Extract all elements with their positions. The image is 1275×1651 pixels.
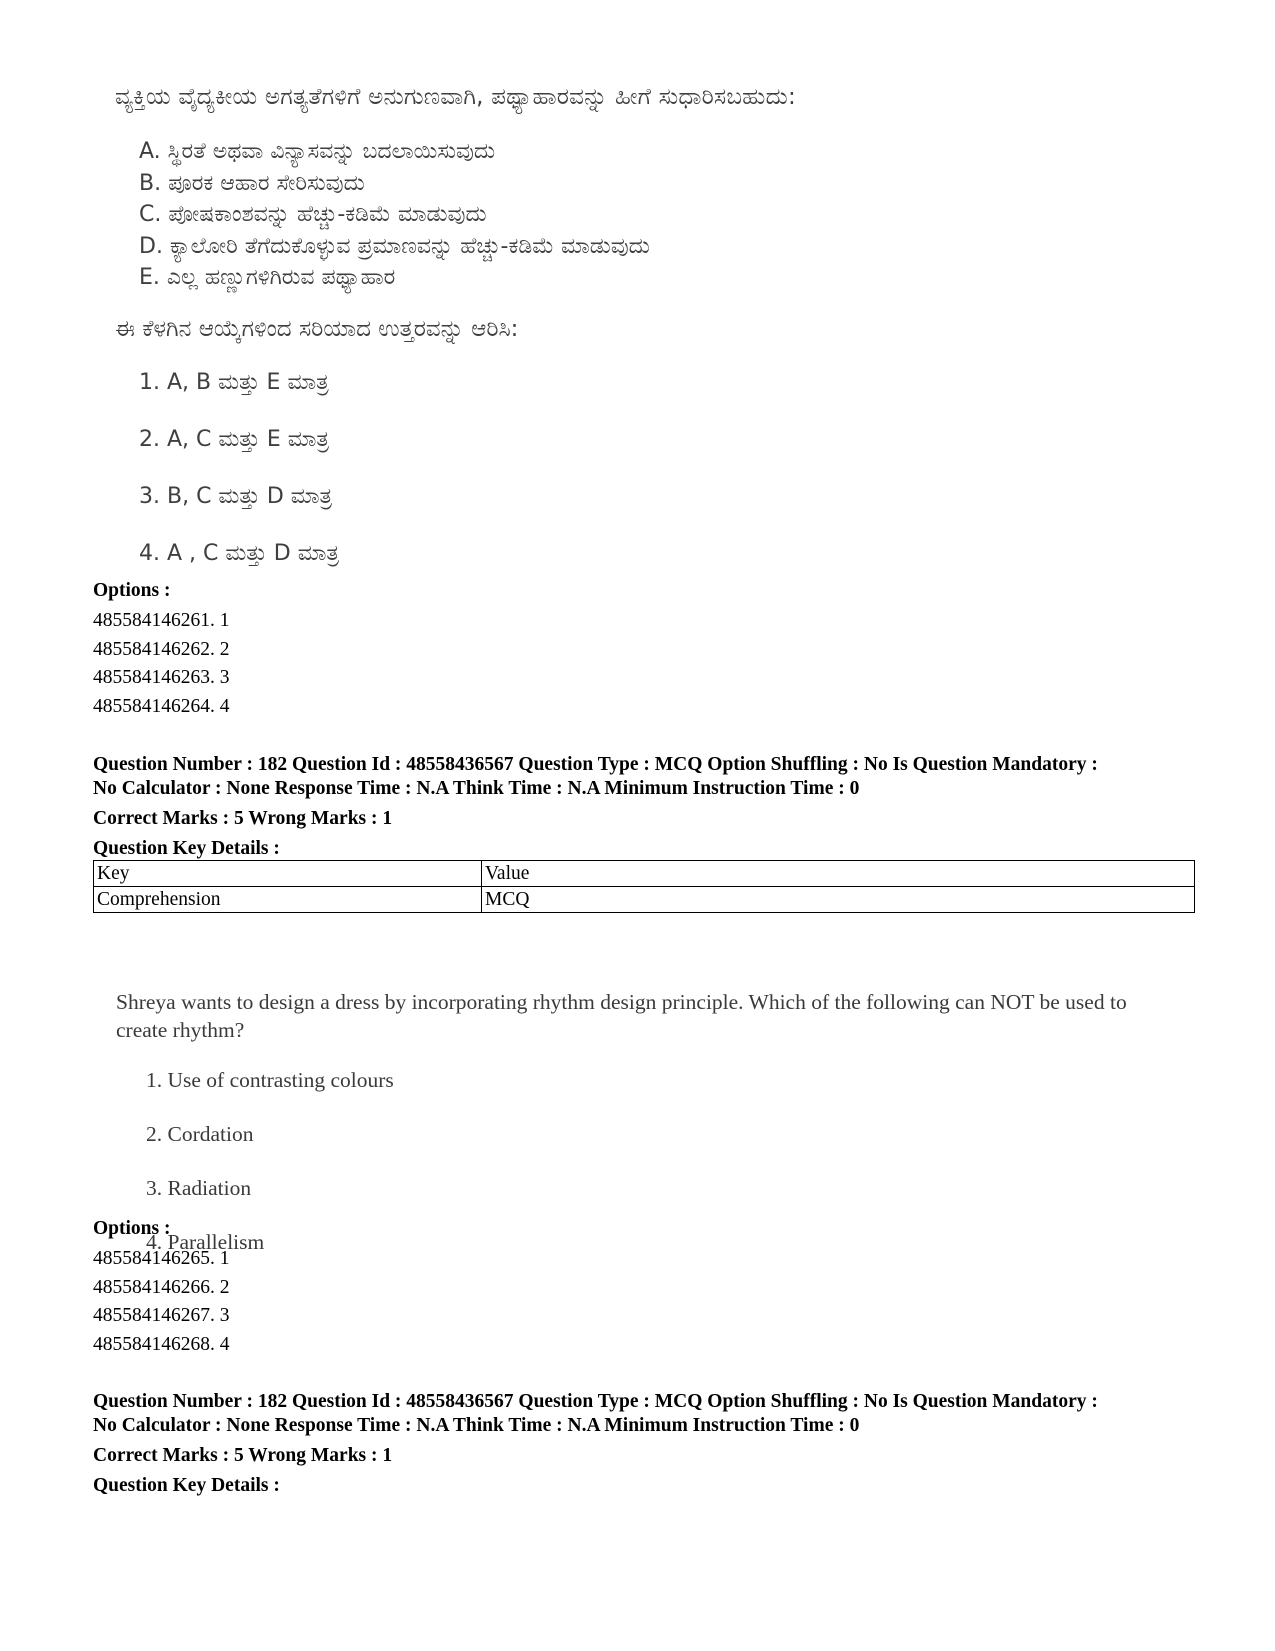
statement-e: E. ಎಲ್ಲ ಹಣ್ಣುಗಳಿಗಿರುವ ಪಥ್ಯಾಹಾರ	[139, 265, 396, 290]
options-1-title: Options :	[93, 580, 171, 601]
marks-line: Correct Marks : 5 Wrong Marks : 1	[93, 808, 393, 829]
question-1-statements	[139, 136, 1115, 294]
meta-line-2: No Calculator : None Response Time : N.A Think Time : N.A Minimum Instruction Time : 0	[93, 1415, 860, 1436]
options-2-list	[93, 1245, 230, 1359]
choice-4: 4. A , C ಮತ್ತು D ಮಾತ್ರ	[139, 540, 340, 566]
key-details-label: Question Key Details :	[93, 1475, 280, 1496]
question-meta-1	[93, 753, 1203, 861]
meta-line-1: Question Number : 182 Question Id : 48558436567 Question Type : MCQ Option Shuffling : No Is Question Mandatory :	[93, 1391, 1098, 1412]
question-2-stem: Shreya wants to design a dress by incorporating rhythm design principle. Which of the following can NOT be used to create rhythm?	[116, 990, 1127, 1042]
question-1-image	[115, 84, 1115, 596]
choice-2: 2. Cordation	[146, 1122, 254, 1146]
choice-3: 3. Radiation	[146, 1176, 252, 1200]
question-2-choices	[146, 1066, 1176, 1282]
meta-line-2: No Calculator : None Response Time : N.A Think Time : N.A Minimum Instruction Time : 0	[93, 778, 860, 799]
meta-line-1: Question Number : 182 Question Id : 48558436567 Question Type : MCQ Option Shuffling : No Is Question Mandatory :	[93, 754, 1098, 775]
question-1-instruction: ಈ ಕೆಳಗಿನ ಆಯ್ಕೆಗಳಿಂದ ಸರಿಯಾದ ಉತ್ತರವನ್ನು ಆರಿಸಿ:	[115, 315, 519, 342]
question-1-stem: ವ್ಯಕ್ತಿಯ ವೈದ್ಯಕೀಯ ಅಗತ್ಯತೆಗಳಿಗೆ ಅನುಗುಣವಾಗಿ, ಪಥ್ಯಾಹಾರವನ್ನು ಹೀಗೆ ಸುಧಾರಿಸಬಹುದು:	[115, 84, 796, 110]
statement-a: A. ಸ್ಥಿರತೆ ಅಥವಾ ವಿನ್ಯಾಸವನ್ನು ಬದಲಾಯಿಸುವುದು	[139, 139, 496, 164]
choice-1: 1. A, B ಮತ್ತು E ಮಾತ್ರ	[139, 369, 329, 395]
key-details-table	[93, 860, 1195, 913]
choice-2: 2. A, C ಮತ್ತು E ಮಾತ್ರ	[139, 426, 329, 452]
table-header-value: Value	[482, 861, 1195, 887]
option-item: 485584146266. 2	[93, 1276, 230, 1298]
options-2-title: Options :	[93, 1218, 171, 1239]
option-item: 485584146261. 1	[93, 610, 230, 631]
table-row	[94, 861, 1195, 887]
marks-line: Correct Marks : 5 Wrong Marks : 1	[93, 1445, 393, 1466]
statement-b: B. ಪೂರಕ ಆಹಾರ ಸೇರಿಸುವುದು	[139, 170, 365, 196]
table-cell-value: MCQ	[482, 887, 1195, 913]
table-row	[94, 887, 1195, 913]
option-item: 485584146267. 3	[93, 1305, 230, 1326]
option-item: 485584146265. 1	[93, 1248, 230, 1269]
statement-d: D. ಕ್ಯಾಲೋರಿ ತೆಗೆದುಕೊಳ್ಳುವ ಪ್ರಮಾಣವನ್ನು ಹೆಚ್ಚು-ಕಡಿಮೆ ಮಾಡುವುದು	[139, 233, 650, 259]
table-cell-key: Comprehension	[94, 887, 482, 913]
table-header-key: Key	[94, 861, 482, 887]
question-2-image	[116, 988, 1176, 1282]
question-1-choices	[139, 368, 1115, 596]
statement-c: C. ಪೋಷಕಾಂಶವನ್ನು ಹೆಚ್ಚು-ಕಡಿಮೆ ಮಾಡುವುದು	[139, 202, 487, 227]
option-item: 485584146268. 4	[93, 1333, 230, 1355]
key-details-label: Question Key Details :	[93, 838, 280, 859]
option-item: 485584146262. 2	[93, 638, 230, 660]
question-meta-2	[93, 1390, 1203, 1498]
option-item: 485584146264. 4	[93, 695, 230, 717]
choice-3: 3. B, C ಮತ್ತು D ಮಾತ್ರ	[139, 483, 333, 509]
options-1-list	[93, 607, 230, 721]
choice-1: 1. Use of contrasting colours	[146, 1068, 394, 1092]
option-item: 485584146263. 3	[93, 667, 230, 688]
choice-4: 4. Parallelism	[146, 1230, 265, 1254]
